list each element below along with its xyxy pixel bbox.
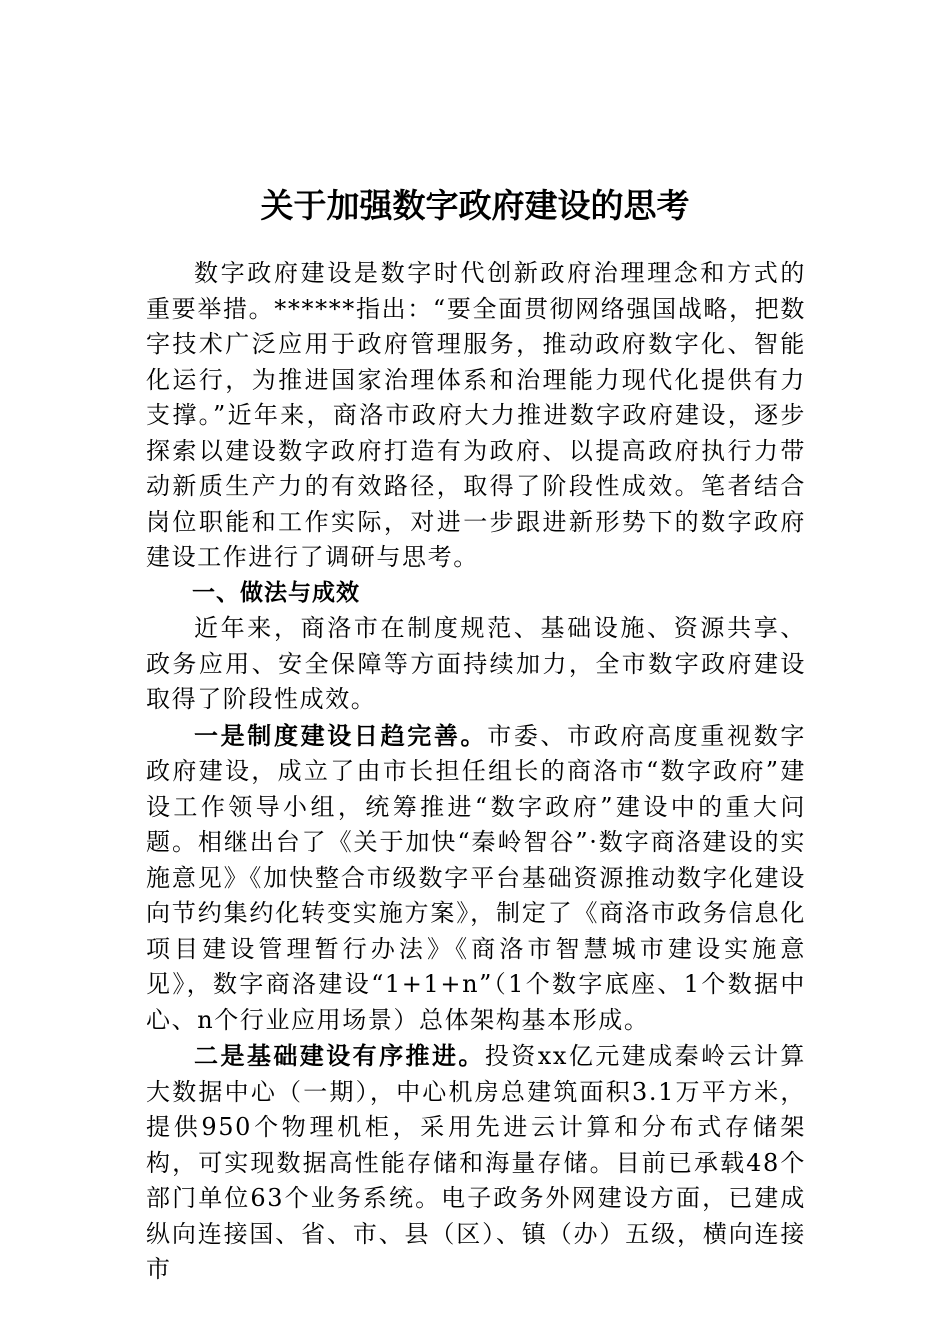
section-intro-paragraph: 近年来，商洛市在制度规范、基础设施、资源共享、政务应用、安全保障等方面持续加力，全市数字政府建设取得了阶段性成效。	[146, 614, 806, 713]
point-one-paragraph	[146, 718, 806, 1039]
point-one-lead: 一是制度建设日趋完善。	[194, 720, 488, 750]
intro-paragraph: 数字政府建设是数字时代创新政府治理理念和方式的重要举措。******指出：“要全面贯彻网络强国战略，把数字技术广泛应用于政府管理服务，推动政府数字化、智能化运行，为推进国家治理体系和治理能力现代化提供有力支撑。”近年来，商洛市政府大力推进数字政府建设，逐步探索以建设数字政府打造有为政府、以提高政府执行力带动新质生产力的有效路径，取得了阶段性成效。笔者结合岗位职能和工作实际，对进一步跟进新形势下的数字政府建设工作进行了调研与思考。	[146, 259, 806, 571]
document-body	[146, 256, 806, 1288]
section-heading: 一、做法与成效	[192, 579, 360, 606]
point-two-text: 投资xx亿元建成秦岭云计算大数据中心（一期），中心机房总建筑面积3.1万平方米，提供950个物理机柜，采用先进云计算和分布式存储架构，可实现数据高性能存储和海量存储。目前已承载48个部门单位63个业务系统。电子政务外网建设方面，已建成纵向连接国、省、市、县（区）、镇（办）五级，横向连接市	[146, 1042, 806, 1283]
point-one-text: 市委、市政府高度重视数字政府建设，成立了由市长担任组长的商洛市“数字政府”建设工作领导小组，统筹推进“数字政府”建设中的重大问题。相继出台了《关于加快“秦岭智谷”·数字商洛建设的实施意见》《加快整合市级数字平台基础资源推动数字化建设向节约集约化转变实施方案》，制定了《商洛市政务信息化项目建设管理暂行办法》《商洛市智慧城市建设实施意见》，数字商洛建设“1+1+n”（1个数字底座、1个数据中心、n个行业应用场景）总体架构基本形成。	[146, 721, 806, 1034]
point-two-paragraph	[146, 1038, 806, 1288]
point-two-lead: 二是基础建设有序推进。	[194, 1041, 485, 1070]
document-title: 关于加强数字政府建设的思考	[260, 186, 690, 226]
